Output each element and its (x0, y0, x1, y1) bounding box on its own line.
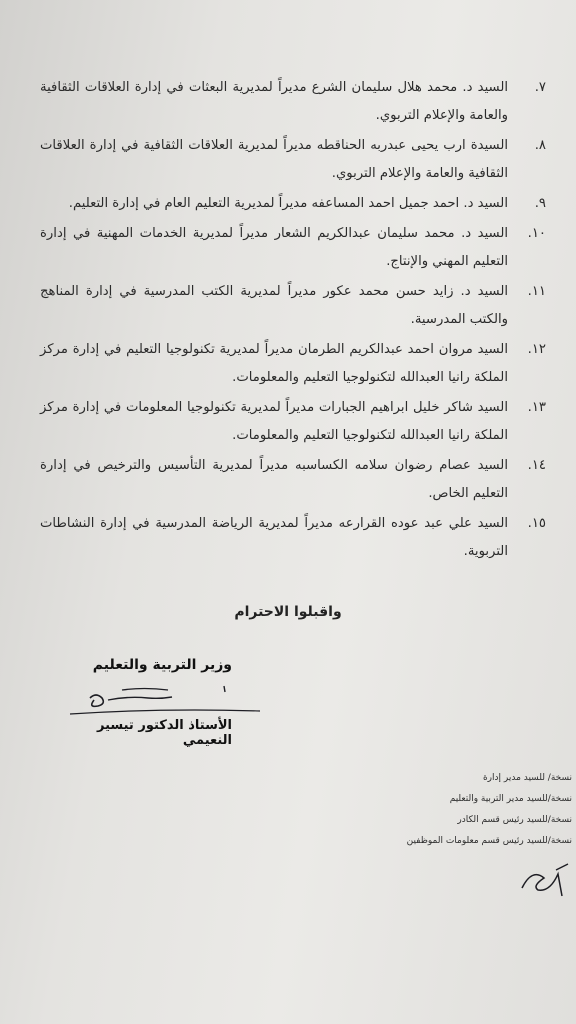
list-item (40, 74, 546, 130)
item-number: ١٠. (527, 226, 546, 241)
appointment-list (40, 74, 546, 568)
item-number: ١١. (527, 284, 546, 299)
item-text: السيد د. محمد سليمان عبدالكريم الشعار مديراً لمديرية الخدمات المهنية في إدارة التعليم المهني والإنتاج. (40, 226, 508, 269)
item-number: ٩. (534, 196, 546, 211)
minister-title: وزير التربية والتعليم (92, 657, 232, 673)
list-item (40, 132, 546, 188)
item-number: ١٤. (527, 458, 546, 473)
initials-mark (516, 850, 576, 900)
copy-recipient: نسخة/للسيد رئيس قسم معلومات الموظفين (406, 836, 572, 846)
signatory-name: الأستاذ الدكتور تيسير النعيمي (97, 718, 232, 748)
item-text: السيد د. احمد جميل احمد المساعفه مديراً لمديرية التعليم العام في إدارة التعليم. (68, 196, 508, 211)
list-item (40, 190, 546, 218)
list-item (40, 452, 546, 508)
item-text: السيد عصام رضوان سلامه الكساسبه مديراً لمديرية التأسيس والترخيص في إدارة التعليم الخاص. (40, 458, 508, 501)
closing-line: واقبلوا الاحترام (234, 604, 342, 620)
copy-recipient: نسخة/ للسيد مدير إدارة (482, 773, 572, 783)
list-item (40, 220, 546, 276)
item-text: السيدة ارب يحيى عبدربه الحناقطه مديراً لمديرية العلاقات الثقافية في إدارة العلاقات الثقافية والعامة والإعلام التربوي. (40, 138, 508, 181)
item-text: السيد د. زايد حسن محمد عكور مديراً لمديرية الكتب المدرسية في إدارة المناهج والكتب المدرسية. (40, 284, 508, 327)
item-number: ٨. (534, 138, 546, 153)
list-item (40, 336, 546, 392)
copies-list (212, 768, 572, 852)
item-number: ١٢. (527, 342, 546, 357)
list-item (40, 278, 546, 334)
item-text: السيد شاكر خليل ابراهيم الجبارات مديراً لمديرية تكنولوجيا المعلومات في إدارة مركز الملكة رانيا العبدالله لتكنولوجيا التعليم والمعلومات. (40, 400, 508, 443)
item-text: السيد علي عبد عوده القرارعه مديراً لمديرية الرياضة المدرسية في إدارة النشاطات التربوية. (40, 516, 508, 559)
item-text: السيد د. محمد هلال سليمان الشرع مديراً لمديرية البعثات في إدارة العلاقات الثقافية والعامة والإعلام التربوي. (40, 80, 508, 123)
item-text: السيد مروان احمد عبدالكريم الطرمان مديراً لمديرية تكنولوجيا التعليم في إدارة مركز الملكة رانيا العبدالله لتكنولوجيا التعليم والمعلومات. (40, 342, 508, 385)
item-number: ٧. (534, 80, 546, 95)
copy-recipient: نسخة/للسيد مدير التربية والتعليم (449, 794, 572, 804)
item-number: ١٣. (527, 400, 546, 415)
list-item (40, 510, 546, 566)
copy-recipient: نسخة/للسيد رئيس قسم الكادر (457, 815, 572, 825)
item-number: ١٥. (527, 516, 546, 531)
list-item (40, 394, 546, 450)
